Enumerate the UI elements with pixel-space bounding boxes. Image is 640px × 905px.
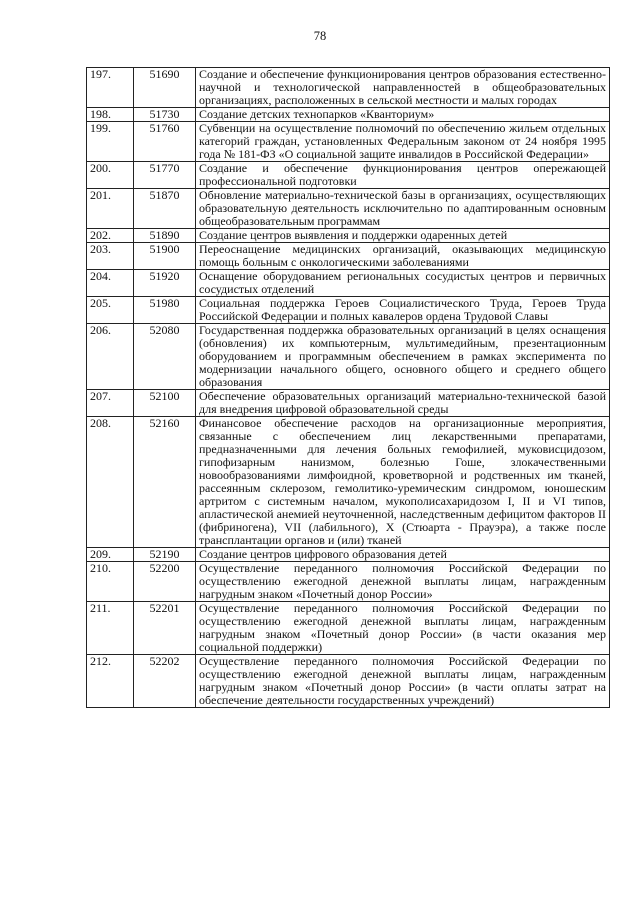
table-row bbox=[87, 270, 610, 297]
row-number: 212. bbox=[87, 655, 134, 708]
row-description: Субвенции на осуществление полномочий по обеспечению жильем отдельных категорий граждан, установленных Федеральным законом от 24 ноября 1995 года № 181-ФЗ «О социальной защите инвалидов в Российской Федерации» bbox=[196, 122, 610, 162]
row-code: 51980 bbox=[134, 297, 196, 324]
row-description: Создание центров выявления и поддержки одаренных детей bbox=[196, 229, 610, 243]
table-row bbox=[87, 243, 610, 270]
row-description: Социальная поддержка Героев Социалистического Труда, Героев Труда Российской Федерации и полных кавалеров ордена Трудовой Славы bbox=[196, 297, 610, 324]
row-code: 51770 bbox=[134, 162, 196, 189]
row-description: Осуществление переданного полномочия Российской Федерации по осуществлению ежегодной денежной выплаты лицам, награжденным нагрудным знаком «Почетный донор России» bbox=[196, 562, 610, 602]
row-code: 52080 bbox=[134, 324, 196, 390]
row-description: Создание центров цифрового образования детей bbox=[196, 548, 610, 562]
table-row bbox=[87, 122, 610, 162]
row-code: 51890 bbox=[134, 229, 196, 243]
page-number: 78 bbox=[313, 29, 327, 43]
row-description: Обновление материально-технической базы в организациях, осуществляющих образовательную деятельность исключительно по адаптированным основным общеобразовательным программам bbox=[196, 189, 610, 229]
table-row bbox=[87, 417, 610, 548]
row-code: 52190 bbox=[134, 548, 196, 562]
row-number: 201. bbox=[87, 189, 134, 229]
row-number: 207. bbox=[87, 390, 134, 417]
row-description: Обеспечение образовательных организаций материально-технической базой для внедрения цифровой образовательной среды bbox=[196, 390, 610, 417]
row-number: 202. bbox=[87, 229, 134, 243]
row-code: 52160 bbox=[134, 417, 196, 548]
row-description: Осуществление переданного полномочия Российской Федерации по осуществлению ежегодной денежной выплаты лицам, награжденным нагрудным знаком «Почетный донор России» (в части оплаты затрат на обеспечение деятельности государственных учреждений) bbox=[196, 655, 610, 708]
row-description: Государственная поддержка образовательных организаций в целях оснащения (обновления) их компьютерным, мультимедийным, презентационным оборудованием и программным обеспечением в рамках эксперимента по модернизации начального общего, основного общего и среднего общего образования bbox=[196, 324, 610, 390]
table-row bbox=[87, 68, 610, 108]
row-code: 52200 bbox=[134, 562, 196, 602]
table-row bbox=[87, 602, 610, 655]
table-row bbox=[87, 189, 610, 229]
row-description: Осуществление переданного полномочия Российской Федерации по осуществлению ежегодной денежной выплаты лицам, награжденным нагрудным знаком «Почетный донор России» (в части оказания мер социальной поддержки) bbox=[196, 602, 610, 655]
row-number: 203. bbox=[87, 243, 134, 270]
row-number: 211. bbox=[87, 602, 134, 655]
row-description: Финансовое обеспечение расходов на организационные мероприятия, связанные с обеспечением лиц лекарственными препаратами, предназначенными для лечения больных гемофилией, муковисцидозом, гипофизарным нанизмом, болезнью Гоше, злокачественными новообразованиями лимфоидной, кроветворной и родственных им тканей, рассеянным склерозом, гемолитико-уремическим синдромом, юношеским артритом с системным началом, мукополисахаридозом I, II и VI типов, апластической анемией неуточненной, наследственным дефицитом факторов II (фибриногена), VII (лабильного), X (Стюарта - Прауэра), а также после трансплантации органов и (или) тканей bbox=[196, 417, 610, 548]
table-row bbox=[87, 562, 610, 602]
row-description: Переоснащение медицинских организаций, оказывающих медицинскую помощь больным с онкологическими заболеваниями bbox=[196, 243, 610, 270]
row-code: 52201 bbox=[134, 602, 196, 655]
row-description: Создание детских технопарков «Кванториум» bbox=[196, 108, 610, 122]
row-number: 210. bbox=[87, 562, 134, 602]
table-row bbox=[87, 548, 610, 562]
table-row bbox=[87, 297, 610, 324]
row-code: 51900 bbox=[134, 243, 196, 270]
row-number: 200. bbox=[87, 162, 134, 189]
row-number: 209. bbox=[87, 548, 134, 562]
row-number: 208. bbox=[87, 417, 134, 548]
row-description: Создание и обеспечение функционирования центров опережающей профессиональной подготовки bbox=[196, 162, 610, 189]
row-code: 51760 bbox=[134, 122, 196, 162]
row-code: 51920 bbox=[134, 270, 196, 297]
table-row bbox=[87, 229, 610, 243]
row-number: 198. bbox=[87, 108, 134, 122]
row-number: 205. bbox=[87, 297, 134, 324]
row-description: Оснащение оборудованием региональных сосудистых центров и первичных сосудистых отделений bbox=[196, 270, 610, 297]
row-description: Создание и обеспечение функционирования центров образования естественно-научной и технологической направленностей в общеобразовательных организациях, расположенных в сельской местности и малых городах bbox=[196, 68, 610, 108]
table-row bbox=[87, 162, 610, 189]
row-code: 52202 bbox=[134, 655, 196, 708]
row-code: 51870 bbox=[134, 189, 196, 229]
row-number: 197. bbox=[87, 68, 134, 108]
row-number: 206. bbox=[87, 324, 134, 390]
codes-table bbox=[86, 67, 610, 708]
row-code: 51730 bbox=[134, 108, 196, 122]
row-code: 51690 bbox=[134, 68, 196, 108]
table-row bbox=[87, 390, 610, 417]
table-row bbox=[87, 324, 610, 390]
table-row bbox=[87, 108, 610, 122]
row-code: 52100 bbox=[134, 390, 196, 417]
row-number: 199. bbox=[87, 122, 134, 162]
table-row bbox=[87, 655, 610, 708]
row-number: 204. bbox=[87, 270, 134, 297]
